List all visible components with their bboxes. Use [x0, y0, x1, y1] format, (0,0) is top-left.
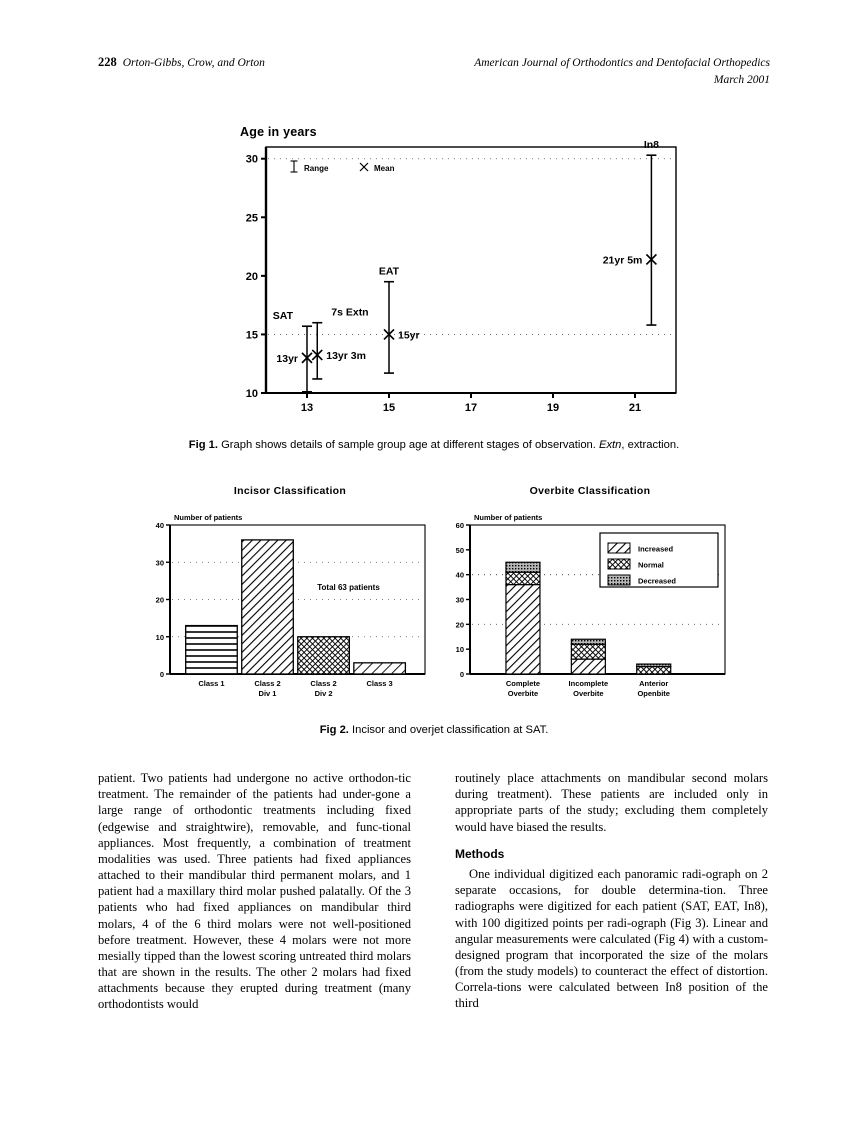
legend-label-increased: Increased — [638, 544, 674, 554]
total-annotation: Total 63 patients — [317, 583, 380, 593]
y-tick-label: 20 — [155, 595, 164, 605]
age-in-years-chart — [228, 125, 688, 425]
incisor-chart-title: Incisor Classification — [233, 485, 347, 497]
page-number: 228 — [98, 55, 117, 69]
legend-label-normal: Normal — [638, 560, 664, 570]
overbite-chart-title: Overbite Classification — [529, 485, 651, 497]
bar-segment-decreased — [506, 562, 540, 572]
bar-segment-increased — [571, 659, 605, 674]
x-category-label: Complete — [505, 679, 541, 688]
y-tick-label: 60 — [455, 521, 464, 530]
x-tick-label: 17 — [464, 402, 478, 414]
incisor-classification-chart — [140, 499, 440, 724]
x-category-label-2: Div 1 — [258, 689, 277, 698]
figure-2b-overbite — [440, 485, 740, 710]
journal-title: American Journal of Orthodontics and Dentofacial Orthopedics — [474, 57, 770, 69]
x-category-label: Incomplete — [568, 679, 609, 688]
x-category-label-2: Openbite — [637, 689, 670, 698]
figure-1-caption-text: Graph shows details of sample group age at different stages of observation. — [217, 439, 599, 451]
y-axis-label: Number of patients — [174, 513, 243, 522]
author-list: Orton-Gibbs, Crow, and Orton — [122, 57, 265, 69]
legend-swatch-decreased — [608, 575, 630, 585]
stacked-bar-group — [637, 664, 671, 674]
bar — [242, 540, 294, 674]
series-sat — [273, 310, 312, 392]
series-7s-extn — [312, 307, 368, 379]
bar-segment-decreased — [637, 664, 671, 666]
y-axis-label: Number of patients — [474, 513, 543, 522]
series-mean-label: 13yr — [276, 352, 298, 365]
x-category-label: Class 1 — [198, 679, 225, 688]
figure-2a-incisor — [140, 485, 440, 710]
bar-segment-normal — [506, 572, 540, 584]
x-category-label-2: Overbite — [507, 689, 539, 698]
legend-swatch-normal — [608, 559, 630, 569]
y-tick-label: 40 — [455, 570, 464, 580]
y-tick-label: 10 — [455, 645, 464, 655]
series-mean-label: 21yr 5m — [602, 254, 643, 267]
series-mean-label: 13yr 3m — [326, 349, 366, 362]
running-head — [98, 55, 770, 88]
series-in8 — [603, 139, 659, 325]
bar-group — [242, 540, 294, 674]
figure-2-caption — [98, 723, 770, 738]
x-category-label: Class 3 — [366, 679, 393, 688]
y-tick-label: 25 — [245, 212, 258, 225]
series-group-label: 7s Extn — [331, 306, 369, 319]
bar-segment-normal — [637, 667, 671, 674]
running-head-right — [474, 55, 770, 88]
x-category-label: Class 2 — [310, 679, 337, 688]
y-tick-label: 50 — [455, 545, 464, 555]
y-tick-label: 20 — [455, 620, 464, 630]
series-mean-label: 15yr — [398, 329, 420, 342]
bar — [186, 626, 238, 674]
paragraph-intro: routinely place attachments on mandibular second molars during treatment). These patients are included only in appropriate parts of the study; excluding them completely would have biased the results. — [455, 771, 768, 834]
bar-group — [354, 663, 406, 674]
figure-1-caption — [98, 438, 770, 453]
x-tick-label: 19 — [546, 402, 560, 414]
paragraph-methods: One individual digitized each panoramic radi-ograph on 2 separate occasions, for double determina-tion. Three radiographs were digitized for each patient (SAT, EAT, In8), with 100 digitized points per radi-ograph (Fig 3). Linear and angular measurements were calculated (Fig 4) with a custom-designed program that incorporated the size of the molars (from the study models) to counteract the effect of distortion. Correla-tions were calculated between In8 position of the third — [455, 867, 768, 1011]
legend-label-range: Range — [304, 164, 329, 173]
body-column-left — [98, 770, 411, 1013]
y-tick-label: 0 — [459, 670, 464, 679]
y-tick-label: 30 — [245, 153, 258, 166]
legend-label-mean: Mean — [374, 164, 395, 173]
bar — [354, 663, 406, 674]
series-group-label: SAT — [272, 310, 293, 323]
x-tick-label: 13 — [300, 402, 314, 414]
stacked-bar-group — [571, 639, 605, 674]
figure-1-caption-italic: Extn — [599, 439, 622, 451]
bar-segment-decreased — [571, 639, 605, 644]
x-category-label: Anterior — [639, 679, 669, 688]
y-tick-label: 40 — [155, 521, 164, 530]
figure-1-caption-tail: , extraction. — [621, 439, 680, 451]
figure-1-title: Age in years — [240, 125, 317, 139]
running-head-left — [98, 55, 265, 70]
y-tick-label: 30 — [455, 595, 464, 605]
overbite-classification-chart — [440, 499, 740, 724]
y-tick-label: 30 — [155, 558, 164, 568]
series-eat — [379, 266, 420, 373]
figure-1 — [228, 125, 688, 425]
y-tick-label: 0 — [159, 670, 164, 679]
figure-1-caption-label: Fig 1. — [188, 439, 218, 451]
y-tick-label: 10 — [155, 632, 164, 642]
body-column-right — [455, 770, 768, 1012]
y-tick-label: 15 — [245, 329, 258, 342]
figure-2-caption-text: Incisor and overjet classification at SAT. — [348, 724, 549, 736]
x-category-label-2: Overbite — [573, 689, 604, 698]
section-heading-methods: Methods — [455, 846, 505, 861]
bar-segment-increased — [506, 585, 540, 674]
series-group-label: In8 — [643, 139, 659, 152]
bar — [298, 637, 350, 674]
issue-date: March 2001 — [713, 73, 770, 86]
stacked-bar-group — [506, 562, 540, 674]
bar-group — [186, 626, 238, 674]
legend-label-decreased: Decreased — [638, 576, 676, 586]
figure-2-caption-label: Fig 2. — [319, 724, 349, 736]
bar-group — [298, 637, 350, 674]
y-tick-label: 10 — [245, 388, 258, 400]
x-category-label-2: Div 2 — [314, 689, 333, 698]
x-category-label: Class 2 — [254, 679, 281, 688]
x-tick-label: 21 — [628, 402, 642, 414]
y-tick-label: 20 — [245, 270, 258, 283]
bar-segment-normal — [571, 644, 605, 659]
paragraph-continued: patient. Two patients had undergone no active orthodon-tic treatment. The remainder of the patients had under-gone a large range of orthodontic treatments including fixed (edgewise and straightwire), removable, and func-tional appliances. Most frequently, a combination of treatment modalities was used. Three patients had fixed appliances attached to their mandibular third permanent molars, and 1 patient had a maxillary third molar pushed palatally. Of the 3 patients who had fixed appliances on mandibular third molars, 4 of the 6 third molars were not well-positioned before treatment. However, these 4 molars were not more mesially tipped than the lowest scoring untreated third molars that are shown in the results. The other 2 molars had fixed attachments because they erupted during treatment (many orthodontists would — [98, 771, 411, 1012]
series-group-label: EAT — [378, 265, 400, 278]
legend-swatch-increased — [608, 543, 630, 553]
x-tick-label: 15 — [382, 402, 396, 414]
